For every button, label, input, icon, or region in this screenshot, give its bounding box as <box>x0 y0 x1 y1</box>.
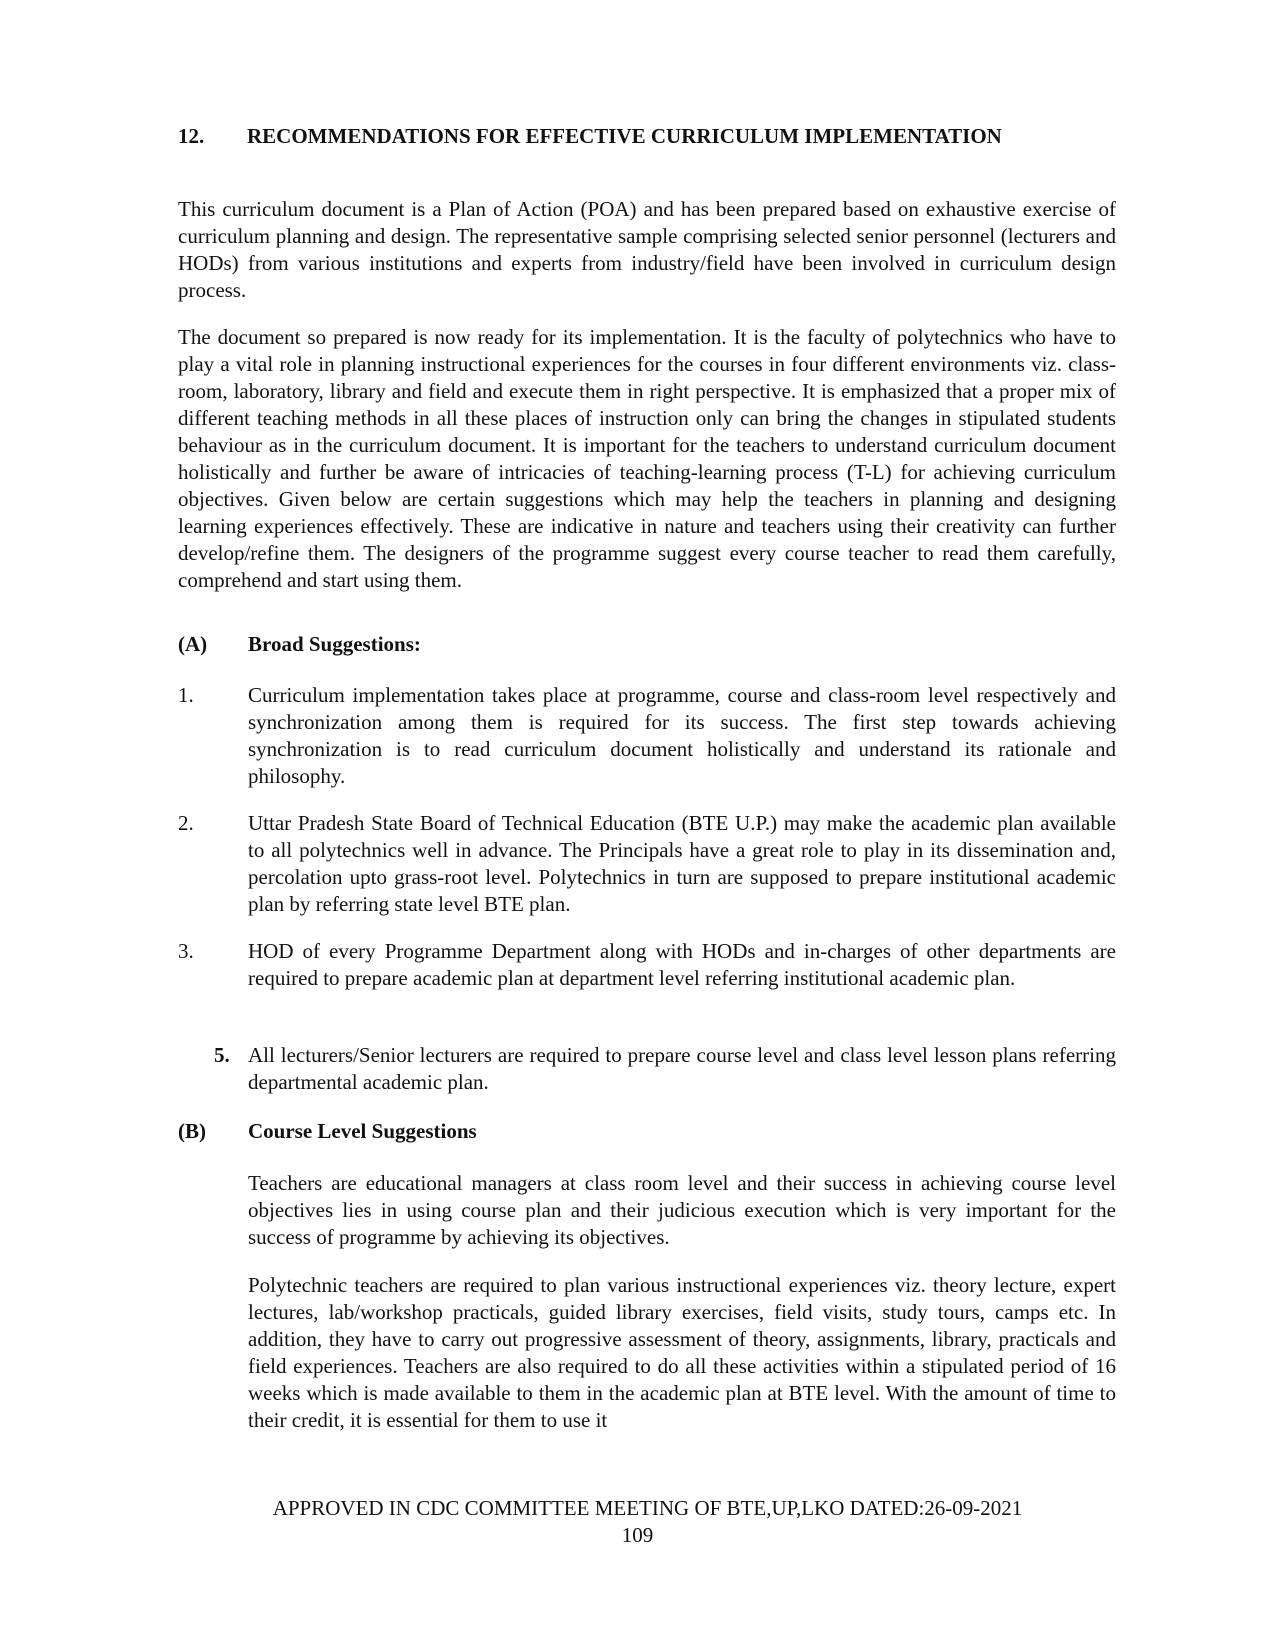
section-number: 12. <box>178 124 205 148</box>
list-item-number: 3. <box>178 939 194 963</box>
broad-suggestions-marker: (A) <box>178 632 208 656</box>
intro-paragraph-2: The document so prepared is now ready for its implementation. It is the faculty of polytechnics who have to play a vital role in planning instructional experiences for the courses in four different environments viz. class-room, laboratory, library and field and execute them in right perspective. It is emphasized that a proper mix of different teaching methods in all these places of instruction only can bring the changes in stipulated students behaviour as in the curriculum document. It is important for the teachers to understand curriculum document holistically and further be aware of intricacies of teaching-learning process (T-L) for achieving curriculum objectives. Given below are certain suggestions which may help the teachers in planning and designing learning experiences effectively. These are indicative in nature and teachers using their creativity can further develop/refine them. The designers of the programme suggest every course teacher to read them carefully, comprehend and start using them. <box>178 325 1116 592</box>
broad-suggestions-title: Broad Suggestions: <box>248 632 421 656</box>
list-item-number: 1. <box>178 683 194 707</box>
course-suggestions-title: Course Level Suggestions <box>248 1119 477 1143</box>
intro-paragraph-1: This curriculum document is a Plan of Action (POA) and has been prepared based on exhaustive exercise of curriculum planning and design. The representative sample comprising selected senior personnel (lecturers and HODs) from various institutions and experts from industry/field have been involved in curriculum design process. <box>178 197 1116 302</box>
course-suggestions-marker: (B) <box>178 1119 206 1143</box>
list-item-text: HOD of every Programme Department along with HODs and in-charges of other departments are required to prepare academic plan at department level referring institutional academic plan. <box>248 939 1116 990</box>
list-item <box>178 682 1116 790</box>
list-item-number: 2. <box>178 811 194 835</box>
list-item <box>178 1042 1116 1096</box>
list-item <box>178 810 1116 918</box>
page-number: 109 <box>621 1523 654 1547</box>
list-item-number: 5. <box>214 1043 230 1067</box>
approval-footer: APPROVED IN CDC COMMITTEE MEETING OF BTE,UP,LKO DATED:26-09-2021 <box>272 1496 1023 1520</box>
list-item-text: Uttar Pradesh State Board of Technical Education (BTE U.P.) may make the academic plan available to all polytechnics well in advance. The Principals have a great role to play in its dissemination and, percolation upto grass-root level. Polytechnics in turn are supposed to prepare institutional academic plan by referring state level BTE plan. <box>248 811 1116 916</box>
course-suggestions-heading <box>178 1118 477 1145</box>
broad-suggestions-heading <box>178 631 421 658</box>
section-title: RECOMMENDATIONS FOR EFFECTIVE CURRICULUM IMPLEMENTATION <box>247 124 1002 148</box>
list-item-text: Curriculum implementation takes place at programme, course and class-room level respectively and synchronization among them is required for its success. The first step towards achieving synchronization is to read curriculum document holistically and understand its rationale and philosophy. <box>248 683 1116 788</box>
list-item <box>178 938 1116 992</box>
course-paragraph-1: Teachers are educational managers at class room level and their success in achieving course level objectives lies in using course plan and their judicious execution which is very important for the success of programme by achieving its objectives. <box>248 1171 1116 1249</box>
list-item-text: All lecturers/Senior lecturers are required to prepare course level and class level lesson plans referring departmental academic plan. <box>248 1043 1116 1094</box>
section-heading <box>178 122 1002 150</box>
course-paragraph-2: Polytechnic teachers are required to plan various instructional experiences viz. theory lecture, expert lectures, lab/workshop practicals, guided library exercises, field visits, study tours, camps etc. In addition, they have to carry out progressive assessment of theory, assignments, library, practicals and field experiences. Teachers are also required to do all these activities within a stipulated period of 16 weeks which is made available to them in the academic plan at BTE level. With the amount of time to their credit, it is essential for them to use it <box>248 1273 1116 1432</box>
